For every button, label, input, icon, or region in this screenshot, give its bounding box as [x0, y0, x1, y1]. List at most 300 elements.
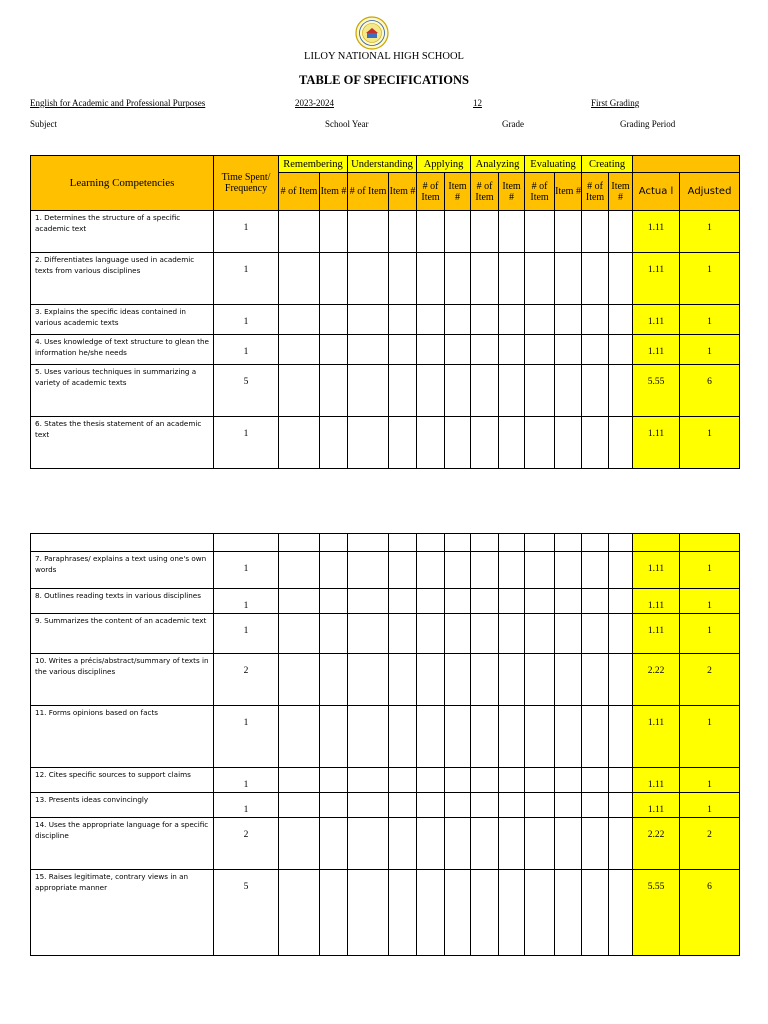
item-cell [582, 211, 609, 253]
item-cell [389, 211, 417, 253]
understanding-header: Understanding [348, 156, 417, 173]
item-cell [389, 654, 417, 706]
item-cell [471, 706, 499, 768]
item-cell [525, 253, 555, 305]
item-cell [555, 793, 582, 818]
item-cell [389, 305, 417, 335]
item-cell [445, 552, 471, 589]
competency-cell: 11. Forms opinions based on facts [31, 706, 214, 768]
table-row [31, 589, 740, 614]
remembering-header: Remembering [279, 156, 348, 173]
item-cell [471, 253, 499, 305]
actual-cell: 1.11 [633, 793, 680, 818]
item-cell [525, 768, 555, 793]
item-cell [417, 870, 445, 956]
time-spent-cell: 1 [214, 793, 279, 818]
item-cell [348, 768, 389, 793]
item-cell [471, 365, 499, 417]
table-row [31, 211, 740, 253]
item-cell [389, 552, 417, 589]
item-cell [445, 335, 471, 365]
actual-cell: 1.11 [633, 417, 680, 469]
item-cell [348, 818, 389, 870]
empty-cell [31, 534, 214, 552]
item-cell [555, 768, 582, 793]
item-cell [417, 793, 445, 818]
item-cell [445, 706, 471, 768]
actual-cell: 5.55 [633, 870, 680, 956]
adjusted-cell: 1 [680, 589, 740, 614]
time-spent-cell: 1 [214, 335, 279, 365]
time-spent-header: Time Spent/ Frequency [214, 156, 279, 211]
item-cell [445, 211, 471, 253]
school-seal-icon [355, 16, 389, 50]
item-cell [389, 870, 417, 956]
item-cell [320, 335, 348, 365]
item-cell [525, 335, 555, 365]
subject-value: English for Academic and Professional Purposes [30, 98, 206, 108]
item-cell [582, 335, 609, 365]
empty-cell [417, 534, 445, 552]
table-row [31, 417, 740, 469]
item-cell [417, 589, 445, 614]
item-cell [471, 211, 499, 253]
item-cell [348, 335, 389, 365]
item-cell [445, 589, 471, 614]
time-spent-cell: 1 [214, 552, 279, 589]
item-cell [582, 706, 609, 768]
item-cell [279, 305, 320, 335]
item-cell [471, 870, 499, 956]
num-of-item-header: # of Item [279, 173, 320, 211]
item-cell [555, 335, 582, 365]
learning-competencies-header: Learning Competencies [31, 156, 214, 211]
table-row [31, 552, 740, 589]
school-year-label: School Year [325, 119, 369, 129]
item-cell [320, 654, 348, 706]
item-cell [499, 870, 525, 956]
table-row [31, 335, 740, 365]
adjusted-cell: 1 [680, 793, 740, 818]
item-cell [445, 793, 471, 818]
actual-cell: 1.11 [633, 253, 680, 305]
competency-cell: 7. Paraphrases/ explains a text using one's own words [31, 552, 214, 589]
item-cell [609, 305, 633, 335]
item-cell [320, 211, 348, 253]
item-cell [499, 793, 525, 818]
item-cell [348, 870, 389, 956]
item-cell [555, 417, 582, 469]
item-cell [499, 211, 525, 253]
item-cell [555, 870, 582, 956]
item-cell [609, 870, 633, 956]
item-cell [555, 589, 582, 614]
item-cell [348, 793, 389, 818]
item-cell [417, 211, 445, 253]
table-row [31, 614, 740, 654]
competency-cell: 10. Writes a précis/abstract/summary of texts in the various disciplines [31, 654, 214, 706]
grade-value: 12 [473, 98, 482, 108]
item-cell [348, 614, 389, 654]
item-cell [389, 818, 417, 870]
actual-cell: 2.22 [633, 818, 680, 870]
time-spent-cell: 1 [214, 589, 279, 614]
item-cell [389, 335, 417, 365]
item-cell [499, 365, 525, 417]
item-cell [525, 417, 555, 469]
item-cell [609, 768, 633, 793]
actual-cell: 1.11 [633, 768, 680, 793]
subject-label: Subject [30, 119, 57, 129]
item-cell [279, 870, 320, 956]
time-spent-cell: 1 [214, 768, 279, 793]
item-cell [525, 552, 555, 589]
item-cell [389, 614, 417, 654]
time-spent-cell: 5 [214, 870, 279, 956]
item-cell [499, 552, 525, 589]
item-cell [348, 305, 389, 335]
item-cell [609, 552, 633, 589]
item-cell [348, 552, 389, 589]
item-cell [499, 253, 525, 305]
item-cell [555, 211, 582, 253]
item-cell [279, 417, 320, 469]
num-of-item-header: # of Item [348, 173, 389, 211]
item-cell [555, 818, 582, 870]
item-cell [609, 654, 633, 706]
item-cell [279, 211, 320, 253]
table-row [31, 706, 740, 768]
item-cell [499, 305, 525, 335]
item-cell [348, 417, 389, 469]
item-cell [582, 654, 609, 706]
adjusted-cell: 6 [680, 365, 740, 417]
adjusted-cell: 1 [680, 211, 740, 253]
empty-cell [525, 534, 555, 552]
item-cell [320, 706, 348, 768]
item-cell [389, 365, 417, 417]
empty-cell [471, 534, 499, 552]
adjusted-cell: 1 [680, 305, 740, 335]
empty-cell [348, 534, 389, 552]
specifications-table [30, 155, 740, 469]
item-number-header: Item # [555, 173, 582, 211]
competency-cell: 3. Explains the specific ideas contained in various academic texts [31, 305, 214, 335]
item-cell [320, 417, 348, 469]
item-cell [499, 417, 525, 469]
adjusted-header: Adjusted [680, 173, 740, 211]
item-cell [582, 818, 609, 870]
item-cell [555, 654, 582, 706]
actual-cell: 1.11 [633, 589, 680, 614]
item-cell [445, 253, 471, 305]
time-spent-cell: 1 [214, 253, 279, 305]
item-cell [609, 335, 633, 365]
evaluating-header: Evaluating [525, 156, 582, 173]
school-name: LILOY NATIONAL HIGH SCHOOL [304, 51, 464, 62]
item-cell [279, 614, 320, 654]
table-row [31, 818, 740, 870]
competency-cell: 8. Outlines reading texts in various disciplines [31, 589, 214, 614]
item-cell [582, 552, 609, 589]
competency-cell: 4. Uses knowledge of text structure to glean the information he/she needs [31, 335, 214, 365]
item-cell [417, 706, 445, 768]
table-row [31, 305, 740, 335]
item-cell [417, 614, 445, 654]
item-cell [582, 589, 609, 614]
table-row [31, 253, 740, 305]
item-cell [417, 417, 445, 469]
time-spent-cell: 1 [214, 614, 279, 654]
item-cell [582, 417, 609, 469]
actual-cell: 1.11 [633, 706, 680, 768]
num-of-item-header: # of Item [525, 173, 555, 211]
item-cell [389, 253, 417, 305]
item-cell [471, 589, 499, 614]
competency-cell: 13. Presents ideas convincingly [31, 793, 214, 818]
item-cell [609, 417, 633, 469]
item-cell [525, 793, 555, 818]
item-cell [279, 552, 320, 589]
item-cell [582, 768, 609, 793]
item-cell [348, 654, 389, 706]
item-cell [499, 614, 525, 654]
adjusted-cell: 6 [680, 870, 740, 956]
item-cell [279, 793, 320, 818]
empty-cell [499, 534, 525, 552]
competency-cell: 2. Differentiates language used in academic texts from various disciplines [31, 253, 214, 305]
adjusted-cell: 1 [680, 335, 740, 365]
item-cell [320, 253, 348, 305]
time-spent-cell: 2 [214, 654, 279, 706]
item-cell [389, 417, 417, 469]
item-cell [417, 552, 445, 589]
item-cell [279, 335, 320, 365]
item-cell [499, 706, 525, 768]
item-cell [499, 654, 525, 706]
item-cell [279, 365, 320, 417]
item-cell [471, 552, 499, 589]
school-year-value: 2023-2024 [295, 98, 334, 108]
actual-cell: 1.11 [633, 211, 680, 253]
item-cell [499, 335, 525, 365]
item-cell [279, 589, 320, 614]
adjusted-cell: 1 [680, 253, 740, 305]
adjusted-cell: 2 [680, 818, 740, 870]
item-cell [471, 305, 499, 335]
num-of-item-header: # of Item [582, 173, 609, 211]
grade-label: Grade [502, 119, 524, 129]
competency-cell: 6. States the thesis statement of an academic text [31, 417, 214, 469]
table-row [31, 654, 740, 706]
item-cell [320, 365, 348, 417]
item-cell [279, 818, 320, 870]
num-of-item-header: # of Item [471, 173, 499, 211]
item-cell [417, 818, 445, 870]
item-cell [525, 706, 555, 768]
item-cell [417, 253, 445, 305]
competency-cell: 12. Cites specific sources to support claims [31, 768, 214, 793]
item-cell [525, 870, 555, 956]
competency-cell: 14. Uses the appropriate language for a specific discipline [31, 818, 214, 870]
empty-cell [555, 534, 582, 552]
item-number-header: Item # [389, 173, 417, 211]
item-cell [499, 768, 525, 793]
time-spent-cell: 1 [214, 305, 279, 335]
analyzing-header: Analyzing [471, 156, 525, 173]
item-cell [525, 654, 555, 706]
item-cell [525, 365, 555, 417]
competency-cell: 1. Determines the structure of a specific academic text [31, 211, 214, 253]
item-cell [348, 253, 389, 305]
item-cell [609, 365, 633, 417]
item-cell [445, 614, 471, 654]
item-cell [348, 706, 389, 768]
item-cell [609, 253, 633, 305]
empty-cell [609, 534, 633, 552]
item-cell [471, 335, 499, 365]
table-row [31, 768, 740, 793]
actual-header: Actua l [633, 173, 680, 211]
item-cell [445, 365, 471, 417]
item-cell [471, 654, 499, 706]
item-cell [471, 768, 499, 793]
item-cell [389, 706, 417, 768]
item-cell [445, 818, 471, 870]
item-cell [445, 768, 471, 793]
item-number-header: Item # [445, 173, 471, 211]
item-cell [348, 589, 389, 614]
item-cell [609, 211, 633, 253]
item-cell [389, 768, 417, 793]
item-cell [525, 818, 555, 870]
time-spent-cell: 2 [214, 818, 279, 870]
adjusted-cell: 1 [680, 706, 740, 768]
time-spent-cell: 1 [214, 417, 279, 469]
adjusted-cell: 2 [680, 654, 740, 706]
empty-cell [279, 534, 320, 552]
item-cell [555, 253, 582, 305]
table-row [31, 870, 740, 956]
item-cell [279, 706, 320, 768]
computation-header [633, 156, 740, 173]
adjusted-cell: 1 [680, 552, 740, 589]
item-cell [555, 365, 582, 417]
item-cell [471, 818, 499, 870]
item-cell [279, 768, 320, 793]
grading-period-value: First Grading [591, 98, 640, 108]
item-cell [555, 552, 582, 589]
item-cell [417, 768, 445, 793]
item-cell [320, 305, 348, 335]
actual-cell: 5.55 [633, 365, 680, 417]
actual-cell: 1.11 [633, 335, 680, 365]
item-cell [471, 417, 499, 469]
item-cell [389, 589, 417, 614]
num-of-item-header: # of Item [417, 173, 445, 211]
item-cell [582, 253, 609, 305]
item-cell [320, 870, 348, 956]
empty-cell [582, 534, 609, 552]
item-cell [471, 614, 499, 654]
time-spent-cell: 1 [214, 211, 279, 253]
adjusted-cell: 1 [680, 417, 740, 469]
item-cell [445, 305, 471, 335]
item-cell [525, 305, 555, 335]
item-cell [609, 793, 633, 818]
item-cell [609, 614, 633, 654]
item-cell [582, 870, 609, 956]
empty-cell [214, 534, 279, 552]
specifications-table-continued [30, 533, 740, 956]
item-cell [320, 614, 348, 654]
item-cell [555, 614, 582, 654]
item-cell [445, 654, 471, 706]
continuation-header-row [31, 534, 740, 552]
item-cell [499, 818, 525, 870]
time-spent-cell: 1 [214, 706, 279, 768]
time-spent-cell: 5 [214, 365, 279, 417]
item-cell [582, 365, 609, 417]
item-cell [525, 589, 555, 614]
item-cell [555, 305, 582, 335]
item-cell [582, 793, 609, 818]
item-cell [609, 589, 633, 614]
applying-header: Applying [417, 156, 471, 173]
empty-cell [680, 534, 740, 552]
item-cell [582, 614, 609, 654]
item-cell [445, 870, 471, 956]
item-cell [499, 589, 525, 614]
item-cell [471, 793, 499, 818]
adjusted-cell: 1 [680, 614, 740, 654]
item-cell [417, 654, 445, 706]
item-number-header: Item # [609, 173, 633, 211]
item-cell [320, 793, 348, 818]
item-cell [348, 211, 389, 253]
item-cell [525, 614, 555, 654]
item-cell [525, 211, 555, 253]
empty-cell [389, 534, 417, 552]
item-cell [389, 793, 417, 818]
item-cell [348, 365, 389, 417]
actual-cell: 2.22 [633, 654, 680, 706]
actual-cell: 1.11 [633, 552, 680, 589]
item-cell [609, 706, 633, 768]
item-cell [417, 335, 445, 365]
item-cell [320, 552, 348, 589]
creating-header: Creating [582, 156, 633, 173]
item-cell [582, 305, 609, 335]
adjusted-cell: 1 [680, 768, 740, 793]
item-cell [555, 706, 582, 768]
page-title: TABLE OF SPECIFICATIONS [299, 73, 469, 87]
item-cell [279, 253, 320, 305]
actual-cell: 1.11 [633, 305, 680, 335]
competency-cell: 15. Raises legitimate, contrary views in an appropriate manner [31, 870, 214, 956]
item-number-header: Item # [320, 173, 348, 211]
item-number-header: Item # [499, 173, 525, 211]
item-cell [279, 654, 320, 706]
item-cell [320, 589, 348, 614]
item-cell [320, 768, 348, 793]
empty-cell [445, 534, 471, 552]
empty-cell [320, 534, 348, 552]
actual-cell: 1.11 [633, 614, 680, 654]
grading-period-label: Grading Period [620, 119, 676, 129]
empty-cell [633, 534, 680, 552]
item-cell [417, 365, 445, 417]
